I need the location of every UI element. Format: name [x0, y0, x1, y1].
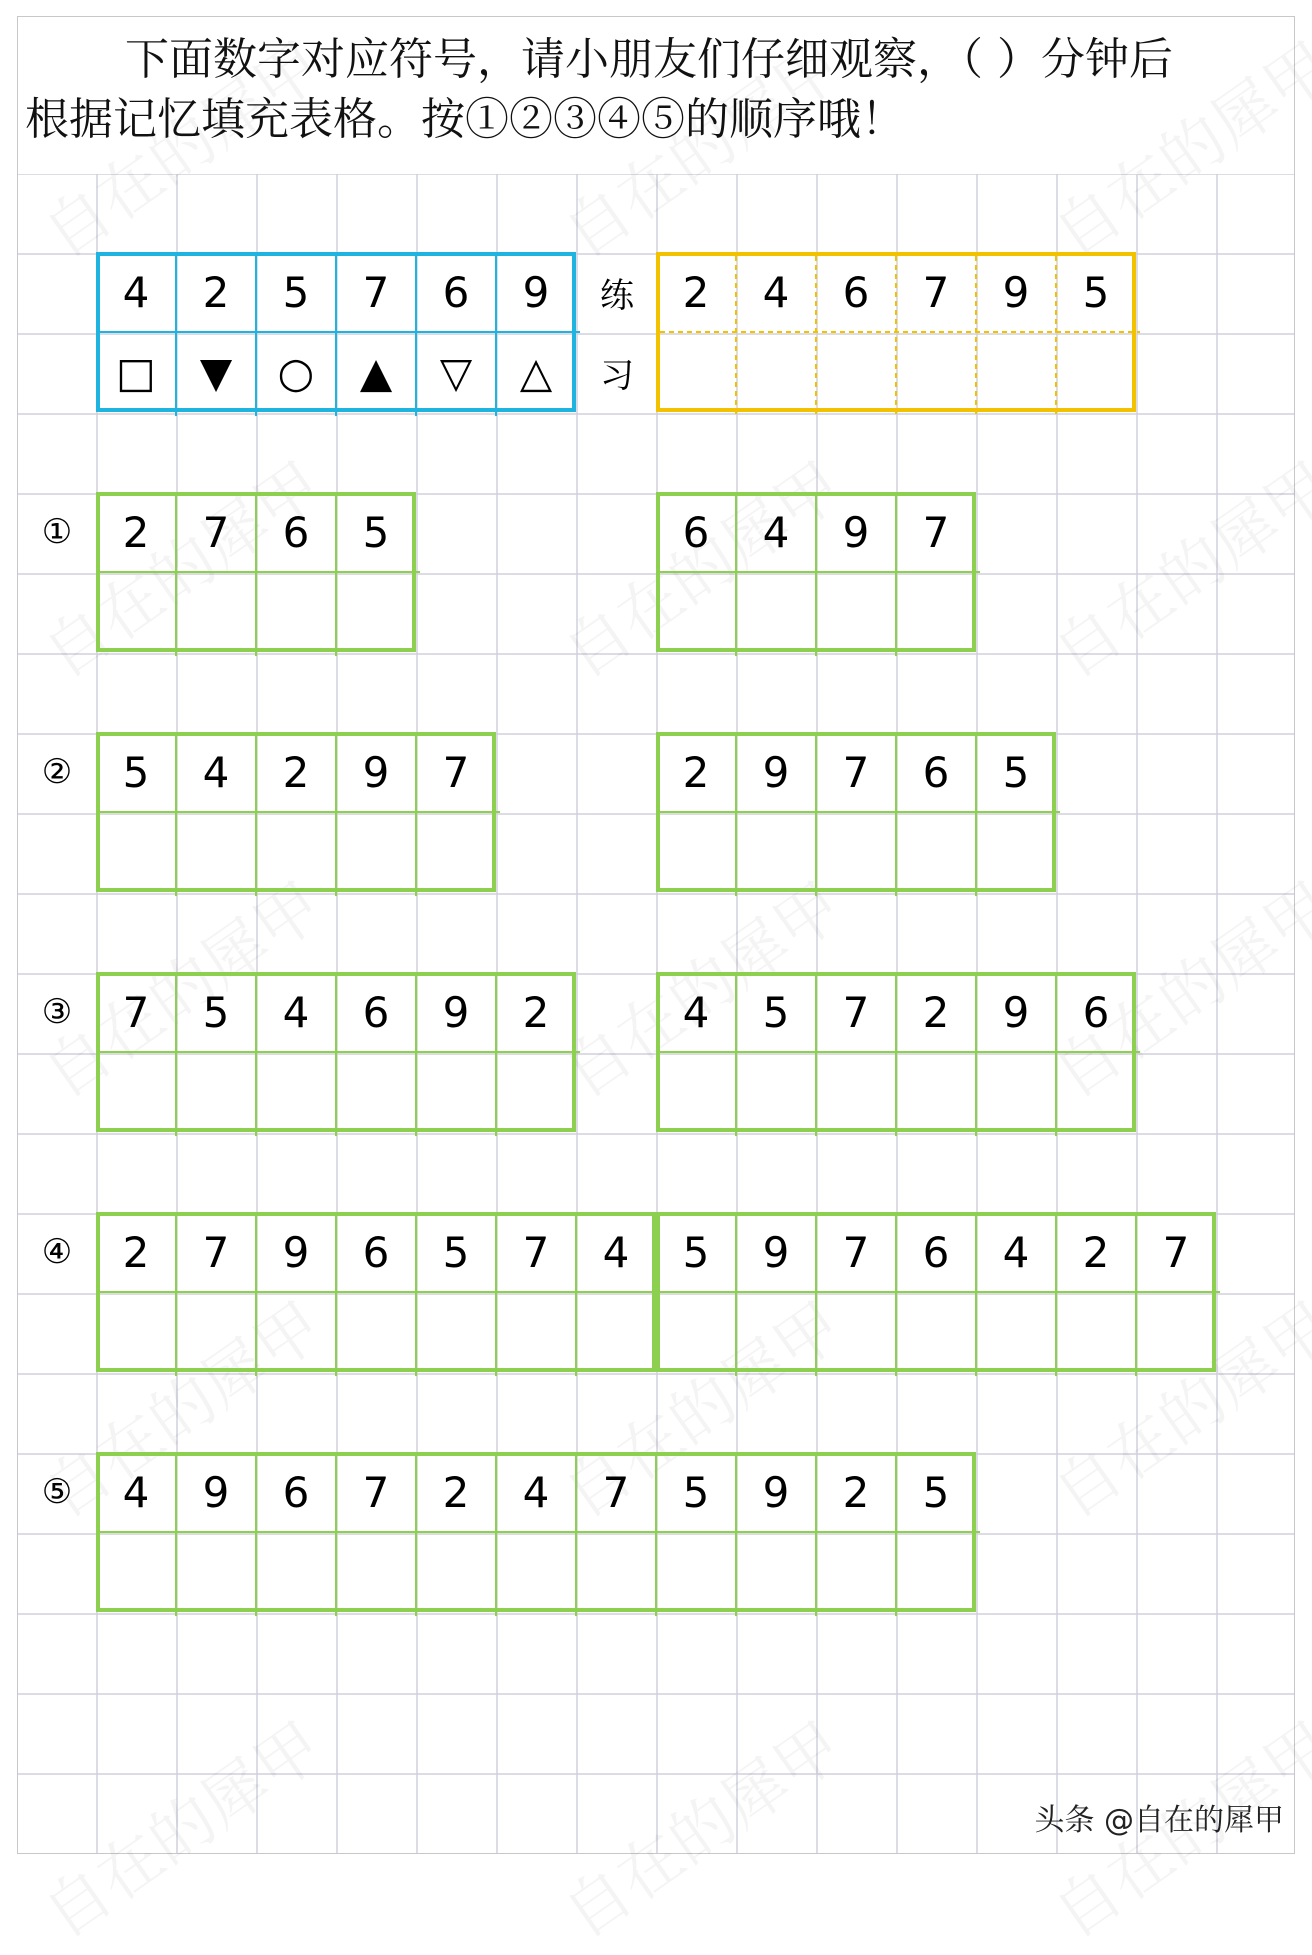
exercise-answer-cell[interactable]	[176, 1292, 256, 1372]
exercise-number-cell: 7	[122, 987, 150, 1037]
exercise-number-cell: 7	[842, 1227, 870, 1277]
exercise-answer-cell[interactable]	[896, 1052, 976, 1132]
exercise-answer-cell[interactable]	[256, 1292, 336, 1372]
exercise-answer-cell[interactable]	[256, 1052, 336, 1132]
exercise-answer-cell[interactable]	[736, 1292, 816, 1372]
exercise-answer-cell[interactable]	[976, 1292, 1056, 1372]
exercise-answer-cell[interactable]	[976, 812, 1056, 892]
exercise-answer-cell[interactable]	[656, 812, 736, 892]
exercise-number-cell: 9	[762, 1467, 790, 1517]
key-number-cell: 9	[522, 267, 550, 317]
exercise-number-cell: 9	[842, 507, 870, 557]
exercise-answer-cell[interactable]	[96, 812, 176, 892]
exercise-answer-cell[interactable]	[256, 1532, 336, 1612]
instructions-line-1: 下面数字对应符号，请小朋友们仔细观察，（ ）分钟后	[125, 34, 1173, 85]
exercise-number-cell: 9	[202, 1467, 230, 1517]
exercise-answer-cell[interactable]	[736, 812, 816, 892]
key-number-cell: 6	[442, 267, 470, 317]
exercise-answer-cell[interactable]	[1056, 1292, 1136, 1372]
practice-answer-cell[interactable]	[736, 332, 816, 412]
exercise-answer-cell[interactable]	[336, 1532, 416, 1612]
exercise-answer-cell[interactable]	[336, 1292, 416, 1372]
exercise-answer-cell[interactable]	[416, 812, 496, 892]
exercise-number-cell: 6	[922, 747, 950, 797]
key-number-cell: 5	[282, 267, 310, 317]
exercise-number-cell: 4	[122, 1467, 150, 1517]
exercise-answer-cell[interactable]	[976, 1052, 1056, 1132]
practice-answer-cell[interactable]	[896, 332, 976, 412]
exercise-answer-cell[interactable]	[1056, 1052, 1136, 1132]
exercise-row-label: ③	[41, 992, 73, 1032]
exercise-answer-cell[interactable]	[816, 572, 896, 652]
exercise-number-cell: 2	[522, 987, 550, 1037]
practice-answer-cell[interactable]	[976, 332, 1056, 412]
practice-number-cell: 5	[1082, 267, 1110, 317]
exercise-answer-cell[interactable]	[336, 1052, 416, 1132]
exercise-number-cell: 2	[922, 987, 950, 1037]
circle-outline-icon: ○	[277, 347, 315, 397]
practice-number-cell: 4	[762, 267, 790, 317]
exercise-number-cell: 5	[922, 1467, 950, 1517]
exercise-answer-cell[interactable]	[256, 812, 336, 892]
exercise-answer-cell[interactable]	[736, 1532, 816, 1612]
exercise-answer-cell[interactable]	[816, 1292, 896, 1372]
exercise-answer-cell[interactable]	[496, 1532, 576, 1612]
exercise-row-label: ④	[41, 1232, 73, 1272]
exercise-row-label: ②	[41, 752, 73, 792]
exercise-number-cell: 6	[682, 507, 710, 557]
exercise-number-cell: 5	[362, 507, 390, 557]
exercise-number-cell: 7	[842, 987, 870, 1037]
exercise-number-cell: 9	[442, 987, 470, 1037]
exercise-answer-cell[interactable]	[336, 812, 416, 892]
exercise-answer-cell[interactable]	[96, 1532, 176, 1612]
exercise-number-cell: 5	[682, 1227, 710, 1277]
exercise-number-cell: 7	[602, 1467, 630, 1517]
exercise-answer-cell[interactable]	[896, 812, 976, 892]
practice-number-cell: 7	[922, 267, 950, 317]
exercise-answer-cell[interactable]	[896, 572, 976, 652]
exercise-answer-cell[interactable]	[496, 1052, 576, 1132]
triangle-down-filled-icon: ▼	[199, 347, 233, 397]
exercise-answer-cell[interactable]	[576, 1292, 656, 1372]
exercise-answer-cell[interactable]	[896, 1532, 976, 1612]
practice-label-bottom: 习	[600, 355, 634, 396]
exercise-number-cell: 9	[1002, 987, 1030, 1037]
exercise-row-label: ①	[41, 512, 73, 552]
exercise-number-cell: 4	[602, 1227, 630, 1277]
exercise-number-cell: 7	[442, 747, 470, 797]
exercise-answer-cell[interactable]	[1136, 1292, 1216, 1372]
exercise-answer-cell[interactable]	[496, 1292, 576, 1372]
exercise-number-cell: 6	[282, 1467, 310, 1517]
key-number-cell: 2	[202, 267, 230, 317]
exercise-answer-cell[interactable]	[416, 1292, 496, 1372]
exercise-answer-cell[interactable]	[176, 1532, 256, 1612]
exercise-number-cell: 4	[1002, 1227, 1030, 1277]
exercise-answer-cell[interactable]	[176, 812, 256, 892]
exercise-number-cell: 2	[1082, 1227, 1110, 1277]
exercise-number-cell: 9	[362, 747, 390, 797]
exercise-number-cell: 7	[522, 1227, 550, 1277]
triangle-up-filled-icon: ▲	[359, 347, 393, 397]
exercise-answer-cell[interactable]	[816, 812, 896, 892]
practice-number-cell: 2	[682, 267, 710, 317]
exercise-answer-cell[interactable]	[176, 572, 256, 652]
exercise-number-cell: 7	[362, 1467, 390, 1517]
exercise-answer-cell[interactable]	[96, 1052, 176, 1132]
exercise-number-cell: 2	[682, 747, 710, 797]
exercise-answer-cell[interactable]	[176, 1052, 256, 1132]
exercise-number-cell: 2	[442, 1467, 470, 1517]
exercise-answer-cell[interactable]	[336, 572, 416, 652]
practice-answer-cell[interactable]	[656, 332, 736, 412]
exercise-number-cell: 6	[362, 987, 390, 1037]
exercise-answer-cell[interactable]	[736, 1052, 816, 1132]
exercise-number-cell: 9	[282, 1227, 310, 1277]
exercise-answer-cell[interactable]	[416, 1532, 496, 1612]
exercise-number-cell: 2	[122, 1227, 150, 1277]
exercise-number-cell: 4	[682, 987, 710, 1037]
exercise-answer-cell[interactable]	[736, 572, 816, 652]
exercise-number-cell: 4	[202, 747, 230, 797]
exercise-number-cell: 7	[842, 747, 870, 797]
exercise-number-cell: 7	[922, 507, 950, 557]
practice-number-cell: 9	[1002, 267, 1030, 317]
exercise-number-cell: 4	[522, 1467, 550, 1517]
exercise-number-cell: 5	[442, 1227, 470, 1277]
exercise-number-cell: 6	[922, 1227, 950, 1277]
practice-label-top: 练	[600, 275, 634, 316]
exercise-answer-cell[interactable]	[816, 1052, 896, 1132]
exercise-number-cell: 7	[202, 1227, 230, 1277]
exercise-answer-cell[interactable]	[96, 1292, 176, 1372]
exercise-number-cell: 4	[282, 987, 310, 1037]
exercise-number-cell: 7	[1162, 1227, 1190, 1277]
practice-answer-cell[interactable]	[1056, 332, 1136, 412]
exercise-number-cell: 4	[762, 507, 790, 557]
exercise-number-cell: 6	[282, 507, 310, 557]
square-outline-icon: □	[116, 347, 156, 397]
exercise-number-cell: 7	[202, 507, 230, 557]
exercise-number-cell: 9	[762, 747, 790, 797]
exercise-answer-cell[interactable]	[416, 1052, 496, 1132]
exercise-number-cell: 9	[762, 1227, 790, 1277]
exercise-number-cell: 5	[122, 747, 150, 797]
exercise-answer-cell[interactable]	[816, 1532, 896, 1612]
exercise-number-cell: 5	[762, 987, 790, 1037]
key-number-cell: 7	[362, 267, 390, 317]
key-number-cell: 4	[122, 267, 150, 317]
exercise-answer-cell[interactable]	[656, 572, 736, 652]
exercise-row-label: ⑤	[41, 1472, 73, 1512]
exercise-answer-cell[interactable]	[656, 1292, 736, 1372]
exercise-answer-cell[interactable]	[576, 1532, 656, 1612]
exercise-number-cell: 2	[122, 507, 150, 557]
instructions-heading	[25, 30, 1285, 150]
practice-number-cell: 6	[842, 267, 870, 317]
exercise-answer-cell[interactable]	[656, 1052, 736, 1132]
exercise-number-cell: 5	[1002, 747, 1030, 797]
exercise-answer-cell[interactable]	[656, 1532, 736, 1612]
exercise-answer-cell[interactable]	[256, 572, 336, 652]
footer-credit: 头条 @自在的犀甲	[1034, 1803, 1284, 1838]
exercise-answer-cell[interactable]	[96, 572, 176, 652]
practice-answer-cell[interactable]	[816, 332, 896, 412]
exercise-number-cell: 6	[1082, 987, 1110, 1037]
exercise-number-cell: 5	[682, 1467, 710, 1517]
exercise-number-cell: 6	[362, 1227, 390, 1277]
exercise-number-cell: 2	[282, 747, 310, 797]
exercise-number-cell: 2	[842, 1467, 870, 1517]
exercise-answer-cell[interactable]	[896, 1292, 976, 1372]
triangle-up-outline-icon: △	[519, 347, 553, 397]
triangle-down-outline-icon: ▽	[439, 347, 473, 397]
exercise-number-cell: 5	[202, 987, 230, 1037]
instructions-line-2: 根据记忆填充表格。按①②③④⑤的顺序哦！	[25, 94, 905, 145]
